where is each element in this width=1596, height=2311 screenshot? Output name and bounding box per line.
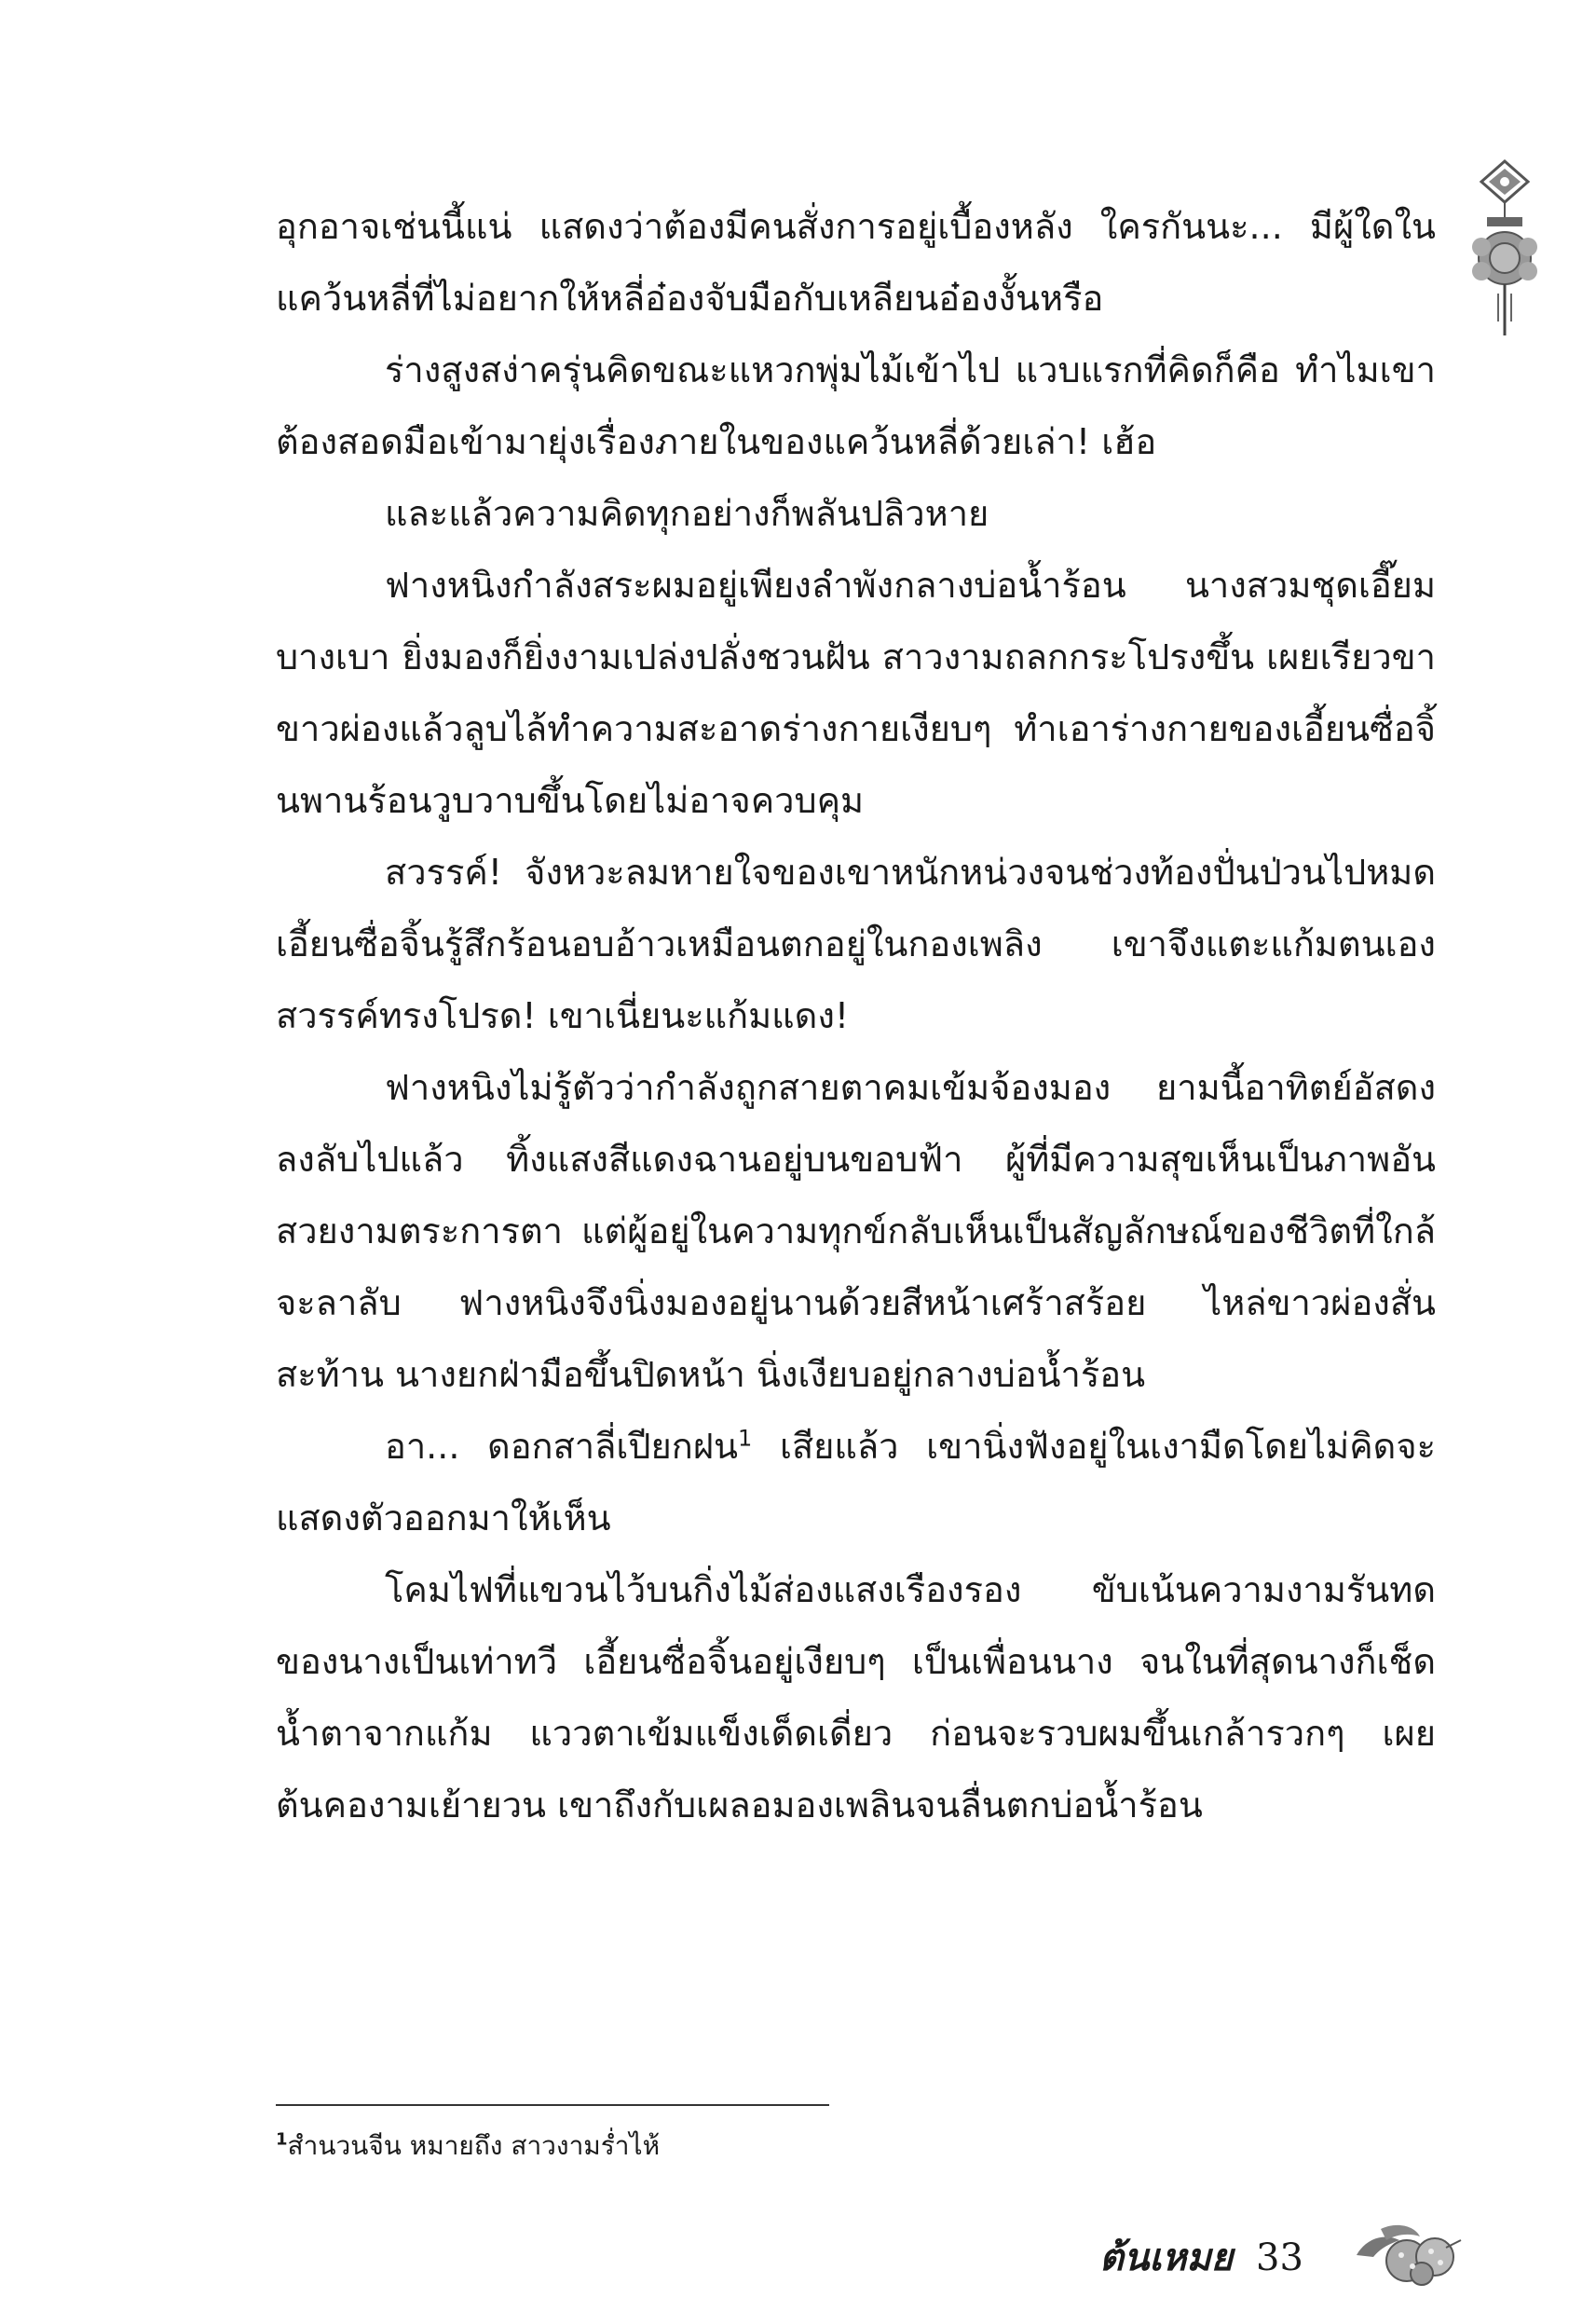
paragraph: และแล้วความคิดทุกอย่างก็พลันปลิวหาย (385, 493, 989, 534)
lychee-icon (1353, 2220, 1463, 2287)
paragraph-text-after: เสียแล้ว เขานิ่งฟังอยู่ในเงามืดโดยไม่คิดจะแสดงตัวออกมาให้เห็น (276, 1426, 1436, 1538)
paragraph-with-footnote (276, 1411, 1436, 1554)
paragraph: อุกอาจเช่นนี้แน่ แสดงว่าต้องมีคนสั่งการอยู่เบื้องหลัง ใครกันนะ... มีผู้ใดในแคว้นหลี่ที่ไม่อยากให้หลี่อ๋องจับมือกับเหลียนอ๋องงั้นหรือ (276, 206, 1436, 319)
footnote-text: สำนวนจีน หมายถึง สาวงามร่ำไห้ (287, 2130, 661, 2161)
running-title: ต้นเหมย (1099, 2236, 1234, 2279)
footnote (276, 2127, 1114, 2165)
footnote-number: 1 (276, 2129, 288, 2150)
body-text (276, 191, 1436, 1841)
paragraph: โคมไฟที่แขวนไว้บนกิ่งไม้ส่องแสงเรืองรอง ขับเน้นความงามรันทดของนางเป็นเท่าทวี เอี้ยนซื่อจิ้นอยู่เงียบๆ เป็นเพื่อนนาง จนในที่สุดนางก็เช็ดน้ำตาจากแก้ม แววตาเข้มแข็งเด็ดเดี่ยว ก่อนจะรวบผมขึ้นเกล้ารวกๆ เผยต้นคองามเย้ายวน เขาถึงกับเผลอมองเพลินจนลื่นตกบ่อน้ำร้อน (276, 1569, 1436, 1826)
paragraph: สวรรค์! จังหวะลมหายใจของเขาหนักหน่วงจนช่วงท้องปั่นป่วนไปหมด เอี้ยนซื่อจิ้นรู้สึกร้อนอบอ้าวเหมือนตกอยู่ในกองเพลิง เขาจึงแตะแก้มตนเอง สวรรค์ทรงโปรด! เขาเนี่ยนะแก้มแดง! (276, 852, 1436, 1036)
footnote-reference[interactable]: 1 (738, 1425, 753, 1452)
paragraph-text-before: อา... ดอกสาลี่เปียกฝน (385, 1426, 739, 1467)
paragraph: ฟางหนิงไม่รู้ตัวว่ากำลังถูกสายตาคมเข้มจ้องมอง ยามนี้อาทิตย์อัสดงลงลับไปแล้ว ทิ้งแสงสีแดงฉานอยู่บนขอบฟ้า ผู้ที่มีความสุขเห็นเป็นภาพอันสวยงามตระการตา แต่ผู้อยู่ในความทุกข์กลับเห็นเป็นสัญลักษณ์ของชีวิตที่ใกล้จะลาลับ ฟางหนิงจึงนิ่งมองอยู่นานด้วยสีหน้าเศร้าสร้อย ไหล่ขาวผ่องสั่นสะท้าน นางยกฝ่ามือขึ้นปิดหน้า นิ่งเงียบอยู่กลางบ่อน้ำร้อน (276, 1067, 1436, 1395)
footnote-divider (276, 2104, 829, 2106)
chinese-knot-ornament-icon (1463, 154, 1547, 340)
paragraph: ร่างสูงสง่าครุ่นคิดขณะแหวกพุ่มไม้เข้าไป แวบแรกที่คิดก็คือ ทำไมเขาต้องสอดมือเข้ามายุ่งเรื่องภายในของแคว้นหลี่ด้วยเล่า! เฮ้อ (276, 349, 1436, 462)
paragraph: ฟางหนิงกำลังสระผมอยู่เพียงลำพังกลางบ่อน้ำร้อน นางสวมชุดเอี๊ยมบางเบา ยิ่งมองก็ยิ่งงามเปล่งปลั่งชวนฝัน สาวงามถลกกระโปรงขึ้น เผยเรียวขาขาวผ่องแล้วลูบไล้ทำความสะอาดร่างกายเงียบๆ ทำเอาร่างกายของเอี้ยนซื่อจิ้นพานร้อนวูบวาบขึ้นโดยไม่อาจควบคุม (276, 565, 1436, 821)
page-number: 33 (1256, 2236, 1303, 2279)
